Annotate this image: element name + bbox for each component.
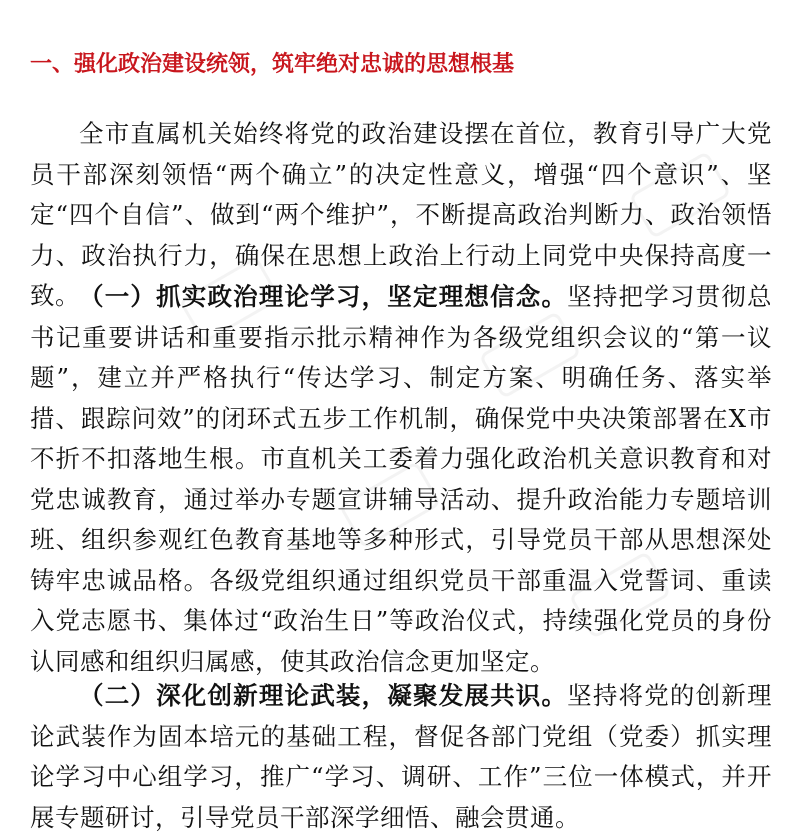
sub-heading: （一）抓实政治理论学习，坚定理想信念。 (79, 282, 568, 311)
sub-heading: （二）深化创新理论武装，凝聚发展共识。 (79, 681, 568, 710)
paragraph-text: 坚持将党的创新理论武装作为固本培元的基础工程，督促各部门党组（党委）抓实理论学习中心组学习，推广“学习、调研、工作”三位一体模式，并开展专题研讨，引导党员干部深学细悟、融会贯通。 (30, 681, 773, 832)
body-paragraph (30, 277, 772, 682)
section-heading: 一、强化政治建设统领，筑牢绝对忠诚的思想根基 (30, 52, 515, 77)
paragraph-text: 全市直属机关始终将党的政治建设摆在首位，教育引导广大党员干部深刻领悟“两个确立”的决定性意义，增强“四个意识”、坚定“四个自信”、做到“两个维护”，不断提高政治判断力、政治领悟力、政治执行力，确保在思想上政治上行动上同党中央保持高度一致。 (30, 119, 772, 310)
paragraph-text: 坚持把学习贯彻总书记重要讲话和重要指示批示精神作为各级党组织会议的“第一议题”，建立并严格执行“传达学习、制定方案、明确任务、落实举措、跟踪问效”的闭环式五步工作机制，确保党中央决策部署在X市不折不扣落地生根。市直机关工委着力强化政治机关意识教育和对党忠诚教育，通过举办专题宣讲辅导活动、提升政治能力专题培训班、组织参观红色教育基地等多种形式，引导党员干部从思想深处铸牢忠诚品格。各级党组织通过组织党员干部重温入党誓词、重读入党志愿书、集体过“政治生日”等政治仪式，持续强化党员的身份认同感和组织归属感，使其政治信念更加坚定。 (30, 282, 773, 676)
body-paragraph (30, 676, 772, 838)
